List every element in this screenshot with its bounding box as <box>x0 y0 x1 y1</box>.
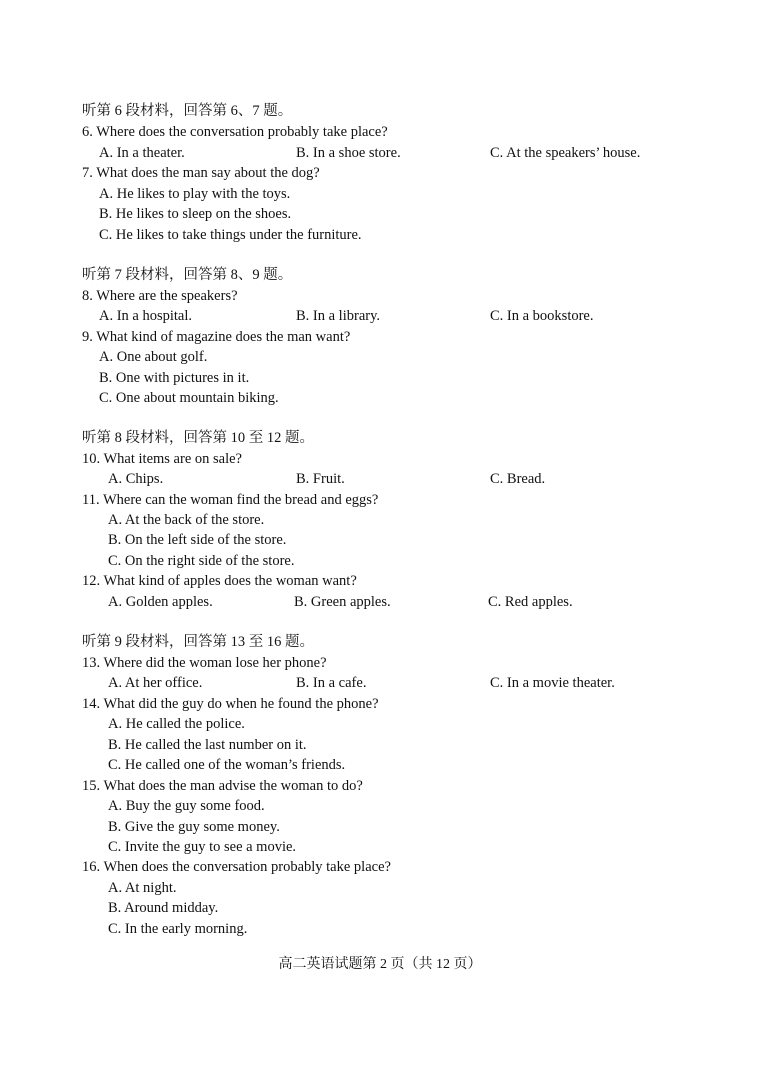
option-12a: A. Golden apples. <box>108 594 213 610</box>
section-heading: 听第 8 段材料，回答第 10 至 12 题。 <box>82 430 314 446</box>
option-6a: A. In a theater. <box>99 145 185 161</box>
question-6: 6. Where does the conversation probably take place? <box>82 124 388 140</box>
question-12: 12. What kind of apples does the woman want? <box>82 573 357 589</box>
section-heading: 听第 9 段材料，回答第 13 至 16 题。 <box>82 634 314 650</box>
option-10c: C. Bread. <box>490 471 546 487</box>
option-16c: C. In the early morning. <box>108 921 248 937</box>
option-7b: B. He likes to sleep on the shoes. <box>99 206 292 222</box>
question-15: 15. What does the man advise the woman to do? <box>82 778 363 794</box>
question-14: 14. What did the guy do when he found the phone? <box>82 696 379 712</box>
option-15a: A. Buy the guy some food. <box>108 798 265 814</box>
option-13a: A. At her office. <box>108 675 203 691</box>
option-6c: C. At the speakers’ house. <box>490 145 641 161</box>
option-14b: B. He called the last number on it. <box>108 737 307 753</box>
option-7c: C. He likes to take things under the furniture. <box>99 227 362 243</box>
question-13: 13. Where did the woman lose her phone? <box>82 655 327 671</box>
option-14a: A. He called the police. <box>108 716 245 732</box>
section-heading: 听第 6 段材料，回答第 6、7 题。 <box>82 103 293 119</box>
option-9a: A. One about golf. <box>99 349 208 365</box>
option-6b: B. In a shoe store. <box>296 145 401 161</box>
question-9: 9. What kind of magazine does the man want? <box>82 329 351 345</box>
option-10a: A. Chips. <box>108 471 164 487</box>
option-16a: A. At night. <box>108 880 177 896</box>
option-11a: A. At the back of the store. <box>108 512 265 528</box>
option-12c: C. Red apples. <box>488 594 573 610</box>
section-heading: 听第 7 段材料，回答第 8、9 题。 <box>82 267 293 283</box>
question-8: 8. Where are the speakers? <box>82 288 238 304</box>
option-10b: B. Fruit. <box>296 471 345 487</box>
question-7: 7. What does the man say about the dog? <box>82 165 320 181</box>
option-11c: C. On the right side of the store. <box>108 553 295 569</box>
page-footer: 高二英语试题第 2 页（共 12 页） <box>278 957 482 972</box>
option-7a: A. He likes to play with the toys. <box>99 186 291 202</box>
option-14c: C. He called one of the woman’s friends. <box>108 757 346 773</box>
question-11: 11. Where can the woman find the bread and eggs? <box>82 492 379 508</box>
option-8c: C. In a bookstore. <box>490 308 594 324</box>
option-15b: B. Give the guy some money. <box>108 819 280 835</box>
option-8a: A. In a hospital. <box>99 308 193 324</box>
option-9b: B. One with pictures in it. <box>99 370 250 386</box>
option-8b: B. In a library. <box>296 308 381 324</box>
option-12b: B. Green apples. <box>294 594 391 610</box>
question-16: 16. When does the conversation probably take place? <box>82 859 391 875</box>
option-16b: B. Around midday. <box>108 900 219 916</box>
option-13c: C. In a movie theater. <box>490 675 615 691</box>
option-15c: C. Invite the guy to see a movie. <box>108 839 297 855</box>
option-11b: B. On the left side of the store. <box>108 532 287 548</box>
option-13b: B. In a cafe. <box>296 675 367 691</box>
option-9c: C. One about mountain biking. <box>99 390 279 406</box>
question-10: 10. What items are on sale? <box>82 451 242 467</box>
